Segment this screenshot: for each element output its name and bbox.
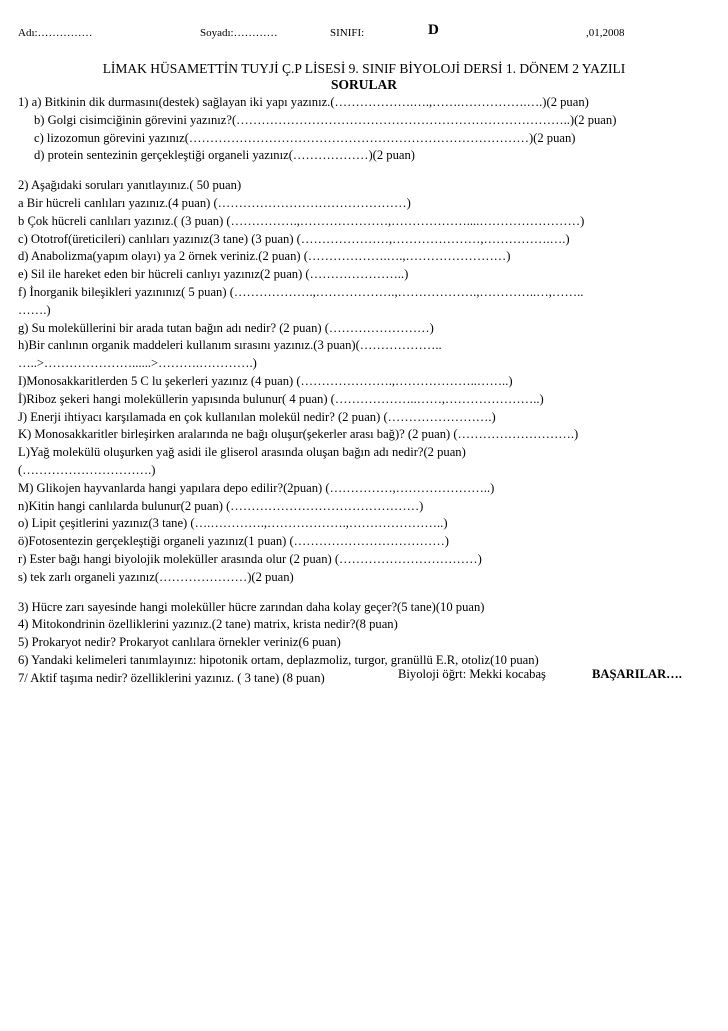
question-line: 4) Mitokondrinin özelliklerini yazınız.(2 tane) matrix, krista nedir?(8 puan) <box>18 617 398 632</box>
question-line: …….) <box>18 302 51 317</box>
section-gap <box>18 587 723 599</box>
question-line: f) İnorganik bileşikleri yazınınız( 5 puan) (……………….,……………….,……………….,…………..…,…….. <box>18 284 584 299</box>
question-line: I)Monosakkaritlerden 5 C lu şekerleri yazınız (4 puan) (………………….,………………..……..) <box>18 373 513 388</box>
question-line: 7/ Aktif taşıma nedir? özelliklerini yazınız. ( 3 tane) (8 puan) <box>18 670 325 685</box>
closing-message: BAŞARILAR…. <box>592 667 682 681</box>
question-line: e) Sil ile hareket eden bir hücreli canlıyı yazınız(2 puan) (…………………..) <box>18 267 409 282</box>
section-gap <box>18 165 723 177</box>
question-1-block <box>18 94 723 165</box>
question-line: d) protein sentezinin gerçekleştiği organeli yazınız(………………)(2 puan) <box>34 148 415 163</box>
question-line: o) Lipit çeşitlerini yazınız(3 tane) (….………….,……………….,…………………..) <box>18 516 448 531</box>
question-line: c) lizozomun görevini yazınız(………………………………………………………………………)(2 puan) <box>34 130 576 145</box>
question-line: n)Kitin hangi canlılarda bulunur(2 puan) (………………………………………) <box>18 498 424 513</box>
question-line: c) Ototrof(üreticileri) canlıları yazınız(3 tane) (3 puan) (…………………,…………………,…………….….) <box>18 231 570 246</box>
question-line: L)Yağ molekülü oluşurken yağ asidi ile gliserol arasında oluşan bağın adı nedir?(2 puan) <box>18 445 466 460</box>
question-line: 3) Hücre zarı sayesinde hangi moleküller hücre zarından daha kolay geçer?(5 tane)(10 puan) <box>18 599 485 614</box>
question-line: J) Enerji ihtiyacı karşılamada en çok kullanılan molekül nedir? (2 puan) (…………………….) <box>18 409 496 424</box>
teacher-signature: Biyoloji öğrt: Mekki kocabaş <box>398 667 546 681</box>
question-line: b Çok hücreli canlıları yazınız.( (3 puan) (…………….,…………………,………………....……………………) <box>18 213 585 228</box>
question-line: 2) Aşağıdaki soruları yanıtlayınız.( 50 puan) <box>18 178 242 193</box>
student-info-header <box>0 22 728 42</box>
question-line: 5) Prokaryot nedir? Prokaryot canlılara örnekler veriniz(6 puan) <box>18 635 341 650</box>
question-line: K) Monosakkaritler birleşirken aralarında ne bağı oluşur(şekerler arası bağ)? (2 puan) (……………………….) <box>18 427 579 442</box>
question-line: 1) a) Bitkinin dik durmasını(destek) sağlayan iki yapı yazınız.(……………….….,…….…………….….)(2 puan) <box>18 95 589 109</box>
question-line: b) Golgi cisimciğinin görevini yazınız?(……………………………………………………………………..)(2 puan) <box>34 112 617 127</box>
question-line: (………………………….) <box>18 462 156 477</box>
exam-date: ,01,2008 <box>586 27 625 39</box>
question-line: s) tek zarlı organeli yazınız(…………………)(2 puan) <box>18 569 294 584</box>
name-label: Adı:…………… <box>18 27 93 39</box>
class-letter: D <box>428 22 439 38</box>
exam-questions <box>18 94 723 688</box>
exam-title <box>0 61 728 93</box>
question-2-block <box>18 177 723 586</box>
question-line: M) Glikojen hayvanlarda hangi yapılara depo edilir?(2puan) (……………,…………………..) <box>18 480 495 495</box>
question-line: a Bir hücreli canlıları yazınız.(4 puan) (………………………………………) <box>18 195 411 210</box>
exam-title-line: LİMAK HÜSAMETTİN TUYJİ Ç.P LİSESİ 9. SINIF BİYOLOJİ DERSİ 1. DÖNEM 2 YAZILI <box>102 61 626 76</box>
exam-footer <box>0 667 728 685</box>
question-line: ö)Fotosentezin gerçekleştiği organeli yazınız(1 puan) (………………………………) <box>18 534 450 549</box>
question-line: h)Bir canlının organik maddeleri kullanım sırasını yazınız.(3 puan)(……………….. <box>18 338 442 353</box>
question-line: 6) Yandaki kelimeleri tanımlayınız: hipotonik ortam, deplazmoliz, turgor, granüllü E.R, otoliz(10 puan) <box>18 652 539 667</box>
class-label: SINIFI: <box>330 27 365 39</box>
surname-label: Soyadı:………… <box>200 27 278 39</box>
question-line: g) Su moleküllerini bir arada tutan bağın adı nedir? (2 puan) (……………………) <box>18 320 434 335</box>
question-line: d) Anabolizma(yapım olayı) ya 2 örnek veriniz.(2 puan) (……………….….,……………………) <box>18 249 511 264</box>
exam-subtitle: SORULAR <box>330 77 397 92</box>
question-line: r) Ester bağı hangi biyolojik moleküller arasında olur (2 puan) (……………………………) <box>18 551 482 566</box>
question-line: …..>…………………......>……….………….) <box>18 356 257 371</box>
question-line: İ)Riboz şekeri hangi moleküllerin yapısında bulunur( 4 puan) (………………..……,…………………..) <box>18 391 544 406</box>
